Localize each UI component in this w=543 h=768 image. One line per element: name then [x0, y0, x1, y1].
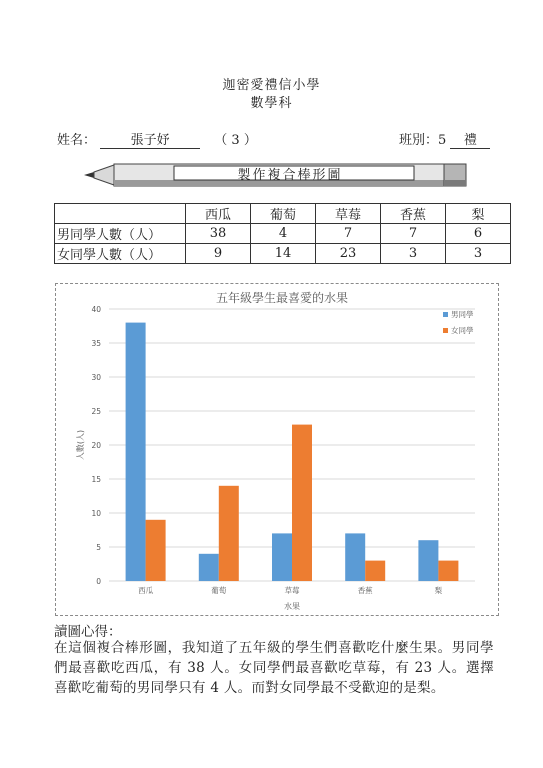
subject-name: 數學科	[250, 96, 293, 111]
bar-boys	[126, 323, 146, 581]
table-cell: 38	[186, 224, 251, 244]
y-tick-label: 40	[91, 305, 101, 314]
x-tick-label: 西瓜	[138, 586, 154, 595]
legend-label: 女同學	[451, 326, 474, 335]
y-tick-label: 0	[96, 577, 101, 586]
bar-boys	[345, 533, 365, 581]
legend-swatch	[443, 312, 448, 317]
student-class-row	[399, 129, 490, 149]
table-header-cell: 梨	[446, 204, 511, 224]
table-cell: 9	[186, 244, 251, 264]
name-label: 姓名：	[57, 133, 97, 148]
y-tick-label: 25	[91, 407, 101, 416]
table-row	[55, 244, 511, 264]
y-tick-label: 15	[91, 475, 101, 484]
table-cell: 14	[251, 244, 316, 264]
y-tick-label: 10	[91, 509, 101, 518]
legend-label: 男同學	[451, 310, 474, 319]
reflection-title: 讀圖心得：	[54, 624, 122, 640]
student-number: （ 3 ）	[214, 133, 257, 148]
y-tick-label: 20	[91, 441, 101, 450]
x-tick-label: 草莓	[284, 586, 300, 595]
bar-girls	[219, 486, 239, 581]
table-header-cell: 草莓	[316, 204, 381, 224]
table-cell: 7	[381, 224, 446, 244]
bar-boys	[418, 540, 438, 581]
school-name: 迦密愛禮信小學	[222, 78, 321, 93]
table-cell: 23	[316, 244, 381, 264]
table-cell: 3	[381, 244, 446, 264]
table-cell: 6	[446, 224, 511, 244]
table-cell: 4	[251, 224, 316, 244]
legend-swatch	[443, 328, 448, 333]
table-header-cell: 葡萄	[251, 204, 316, 224]
bar-boys	[199, 554, 219, 581]
table-cell: 7	[316, 224, 381, 244]
x-axis-label: 水果	[284, 602, 300, 611]
x-tick-label: 梨	[434, 586, 443, 595]
y-tick-label: 30	[91, 373, 101, 382]
table-cell: 3	[446, 244, 511, 264]
table-header-row	[55, 204, 511, 224]
x-tick-label: 葡萄	[211, 586, 227, 595]
table-row-label: 男同學人數（人）	[55, 224, 186, 244]
class-label: 班別：5	[399, 133, 447, 148]
student-class: 禮	[450, 133, 490, 149]
bar-girls	[292, 425, 312, 581]
table-header-cell: 西瓜	[186, 204, 251, 224]
chart-title: 五年級學生最喜愛的水果	[215, 291, 349, 305]
table-header-cell: 香蕉	[381, 204, 446, 224]
y-tick-label: 5	[96, 543, 101, 552]
y-tick-label: 35	[91, 339, 101, 348]
reflection-body: 在這個複合棒形圖，我知道了五年級的學生們喜歡吃什麼生果。男同學們最喜歡吃西瓜，有 38 人。女同學們最喜歡吃草莓，有 23 人。選擇喜歡吃葡萄的男同學只有 4 人。而對女同學最不受歡迎的是梨。	[54, 640, 494, 696]
bar-chart	[55, 283, 499, 616]
bar-girls	[146, 520, 166, 581]
table-corner-cell	[55, 204, 186, 224]
student-name: 張子妤	[100, 133, 200, 149]
bar-boys	[272, 533, 292, 581]
table-row-label: 女同學人數（人）	[55, 244, 186, 264]
y-axis-label: 人數(人)	[76, 429, 85, 461]
table-row	[55, 224, 511, 244]
data-table	[54, 203, 511, 264]
bar-girls	[365, 561, 385, 581]
banner-title: 製作複合棒形圖	[237, 168, 343, 183]
bar-girls	[438, 561, 458, 581]
student-name-row	[57, 129, 257, 149]
x-tick-label: 香蕉	[357, 586, 373, 595]
